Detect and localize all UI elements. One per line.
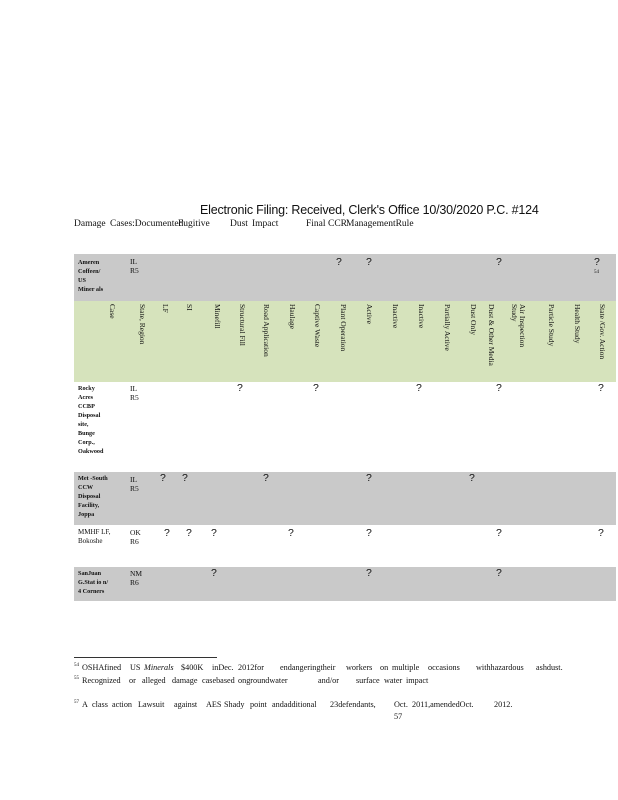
column-header: Inactive (391, 304, 400, 329)
column-header: State /Gov. Action (598, 304, 607, 360)
column-header: Active (365, 304, 374, 324)
question-mark: ? (594, 256, 600, 268)
state-region-cell: IL R5 (130, 384, 139, 403)
question-mark: ? (313, 382, 319, 394)
question-mark: ? (288, 527, 294, 539)
column-header: State, Region (138, 304, 147, 345)
case-name-cell: MMHF LF, Bokoshe (78, 528, 111, 546)
case-name-cell: Met -South CCW Disposal Facility, Joppa (78, 475, 108, 518)
question-mark: ? (336, 256, 342, 268)
page-number: 57 (394, 712, 403, 721)
ameren-row-background (74, 254, 616, 301)
state-region-cell: IL R5 (130, 475, 139, 494)
column-header: LF (161, 304, 170, 313)
question-mark: ? (366, 472, 372, 484)
subtitle-word: Dust (230, 219, 248, 229)
column-header: Partially Active (443, 304, 452, 351)
question-mark: ? (469, 472, 475, 484)
column-header: Dust & Other Media (487, 304, 496, 366)
case-name-cell: Rocky Acres CCBP Disposal site, Bunge Corp., Oakwood (78, 385, 104, 455)
subtitle-word: Cases:Documented (110, 219, 184, 229)
question-mark: ? (366, 567, 372, 579)
footnote-ref: 54 (594, 270, 599, 275)
question-mark: ? (496, 567, 502, 579)
question-mark: ? (237, 382, 243, 394)
column-header: Minefill (213, 304, 222, 329)
question-mark: ? (416, 382, 422, 394)
question-mark: ? (160, 472, 166, 484)
subtitle-word: Impact (252, 219, 279, 229)
question-mark: ? (366, 527, 372, 539)
question-mark: ? (182, 472, 188, 484)
question-mark: ? (366, 256, 372, 268)
footnote-separator (74, 657, 217, 658)
case-name-cell: Ameren Coffeen/ US Miner als (78, 259, 104, 293)
san-juan-row-background (74, 567, 616, 601)
column-header: Air Inspection Study (510, 304, 527, 348)
subtitle-word: Final (306, 219, 326, 229)
column-header: Dust Only (469, 304, 478, 336)
column-header: Inactive (417, 304, 426, 329)
question-mark: ? (496, 382, 502, 394)
column-header: Case (108, 304, 117, 319)
question-mark: ? (496, 527, 502, 539)
subtitle-word: ManagementRule (346, 219, 414, 229)
joppa-row-background (74, 472, 616, 525)
case-name-cell: SanJuan G.Stat io n/ 4 Corners (78, 570, 109, 595)
question-mark: ? (496, 256, 502, 268)
column-header: Plant Operation (339, 304, 348, 352)
column-header: Captive Waste (313, 304, 322, 348)
column-header: SI (185, 304, 194, 311)
question-mark: ? (598, 382, 604, 394)
question-mark: ? (263, 472, 269, 484)
question-mark: ? (211, 567, 217, 579)
question-mark: ? (164, 527, 170, 539)
subtitle-word: CCR (328, 219, 348, 229)
subtitle-word: Damage (74, 219, 106, 229)
filing-stamp: Electronic Filing: Received, Clerk's Office 10/30/2020 P.C. #124 (200, 203, 539, 217)
column-header: Structural Fill (238, 304, 247, 346)
state-region-cell: OK R6 (130, 528, 141, 547)
question-mark: ? (186, 527, 192, 539)
question-mark: ? (211, 527, 217, 539)
state-region-cell: NM R6 (130, 569, 143, 588)
column-header: Health Study (573, 304, 582, 344)
state-region-cell: IL R5 (130, 257, 139, 276)
column-header: Road Application (262, 304, 271, 357)
column-header: Particle Study (547, 304, 556, 347)
column-header: Haulage (288, 304, 297, 329)
subtitle-word: Fugitive (178, 219, 210, 229)
question-mark: ? (598, 527, 604, 539)
